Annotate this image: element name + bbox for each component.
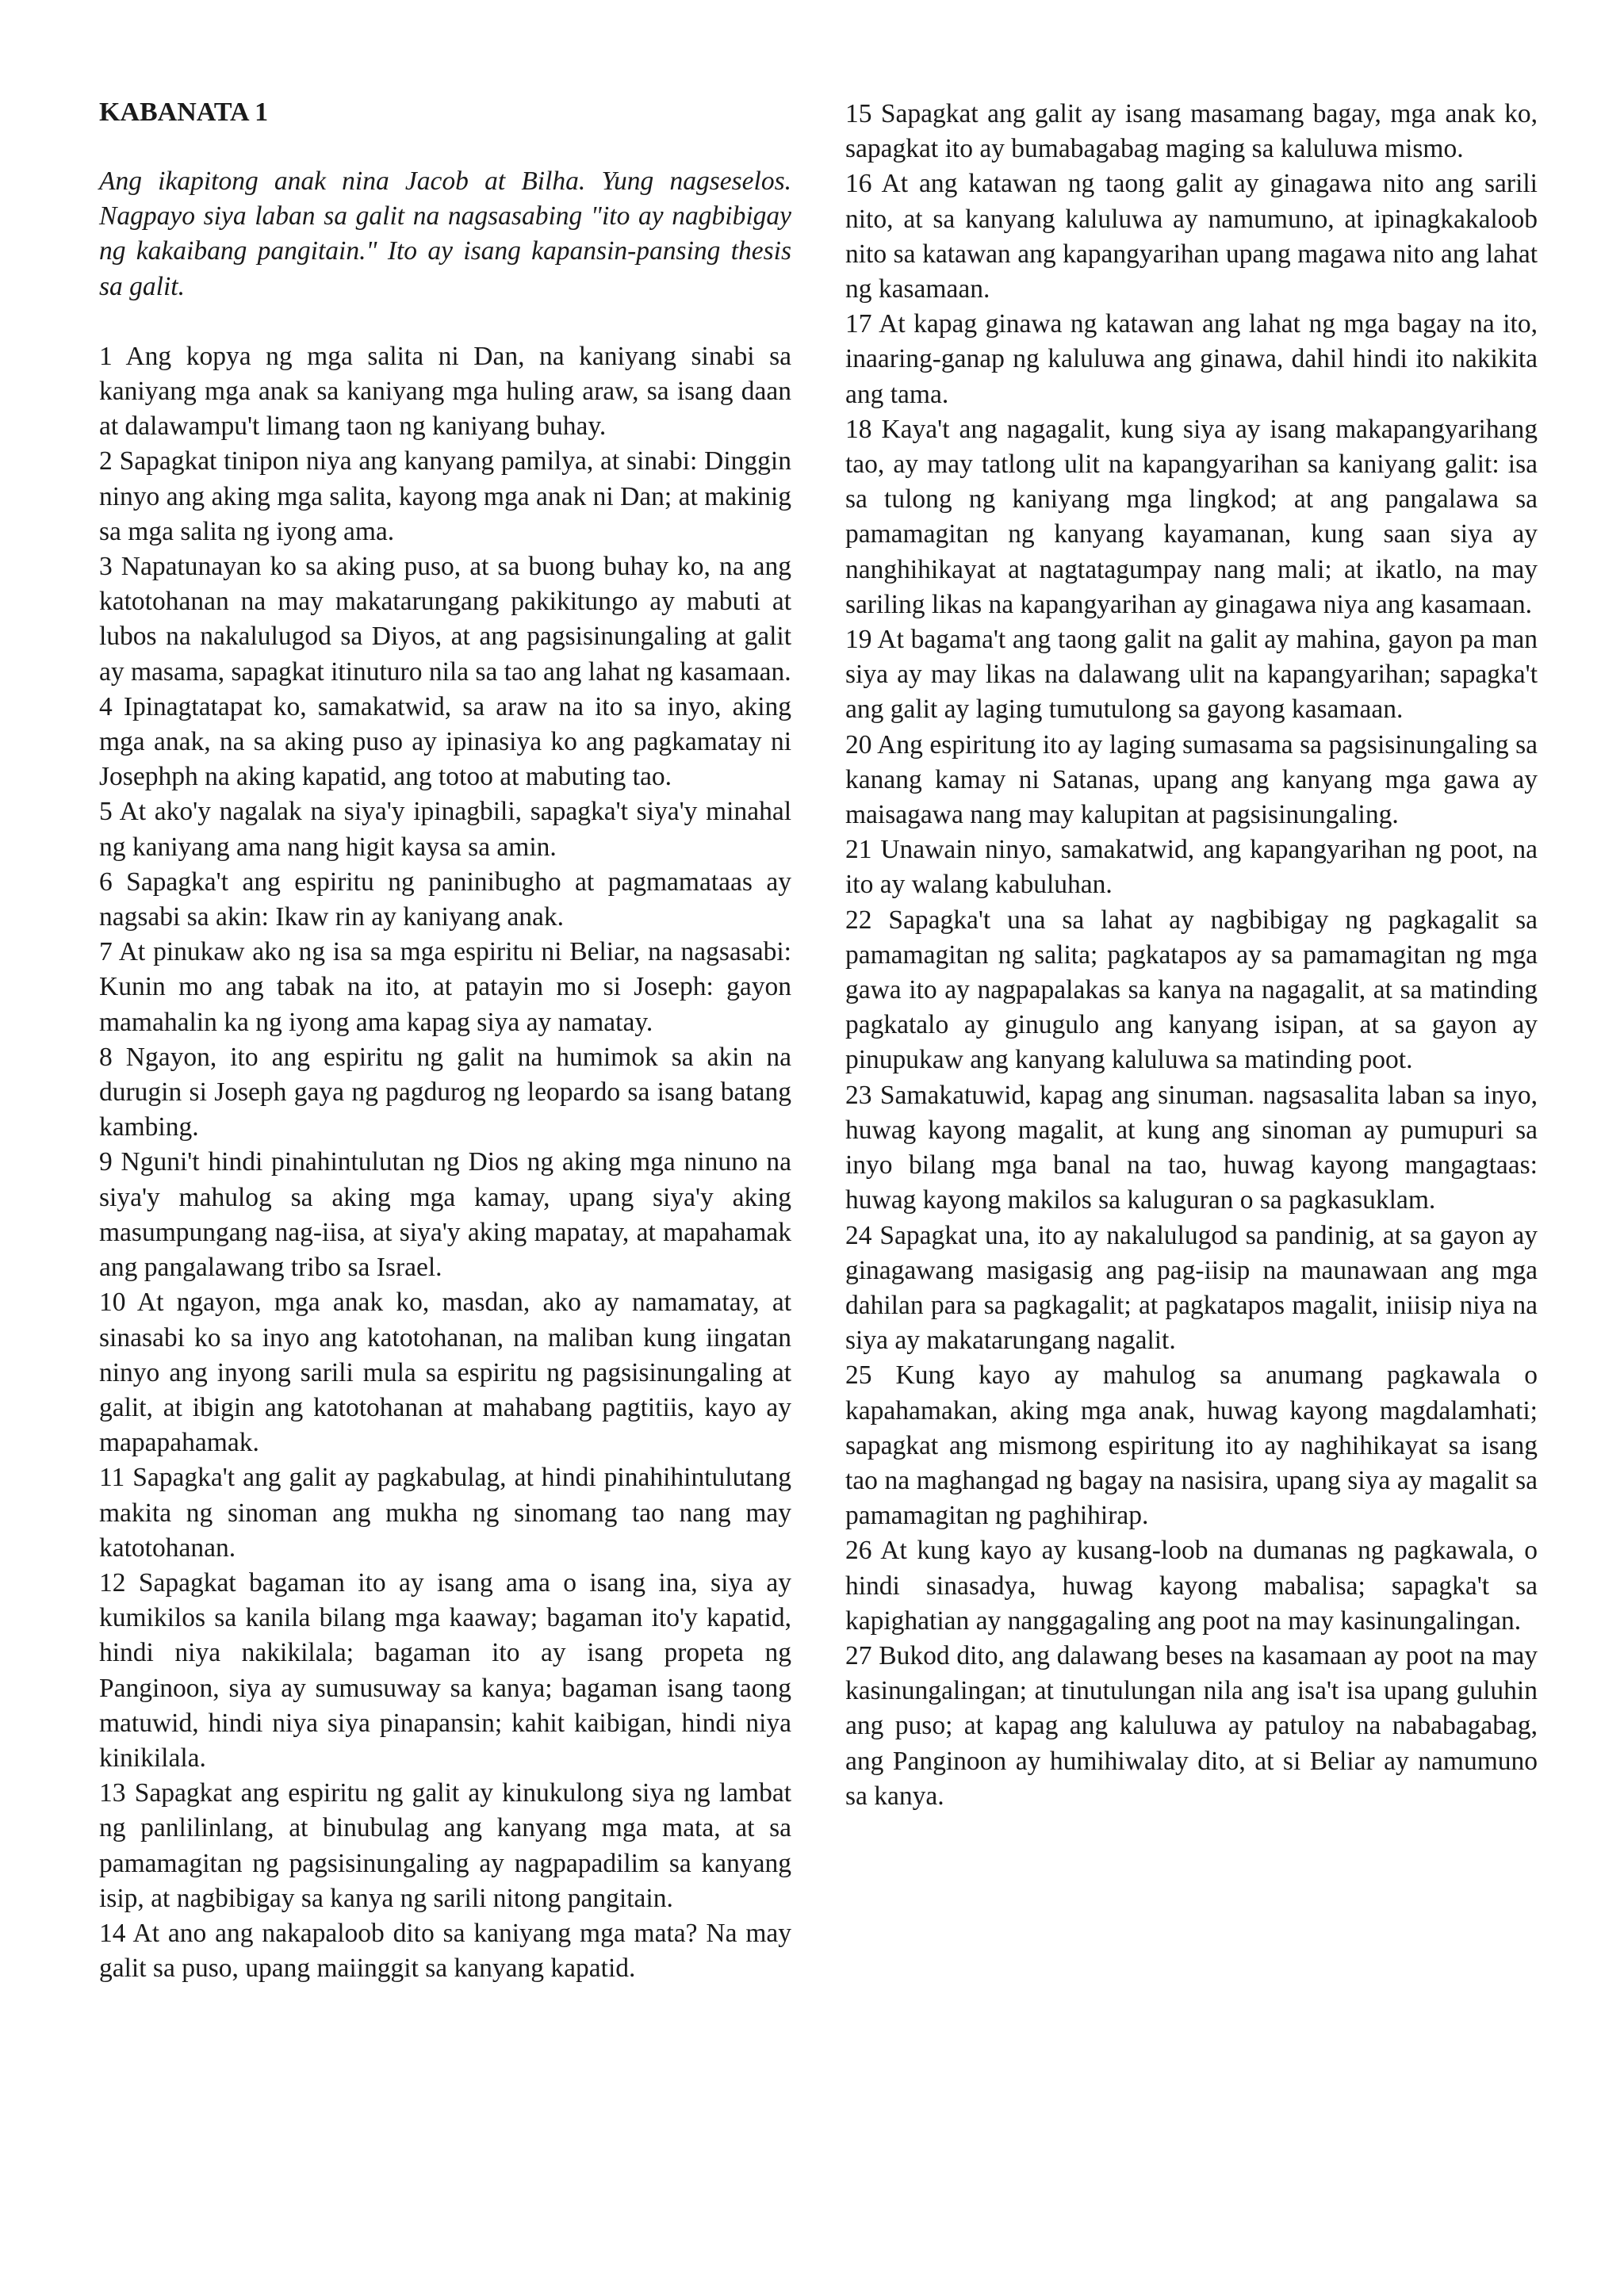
verse: 1 Ang kopya ng mga salita ni Dan, na kaniyang sinabi sa kaniyang mga anak sa kaniyang mga huling araw, sa isang daan at dalawampu't limang taon ng kaniyang buhay. xyxy=(99,341,791,442)
right-verse-list xyxy=(845,97,1538,1814)
verse: 2 Sapagkat tinipon niya ang kanyang pamilya, at sinabi: Dinggin ninyo ang aking mga salita, kayong mga anak ni Dan; at makinig sa mga salita ng iyong ama. xyxy=(99,446,791,546)
verse: 21 Unawain ninyo, samakatwid, ang kapangyarihan ng poot, na ito ay walang kabuluhan. xyxy=(845,835,1538,900)
verse: 8 Ngayon, ito ang espiritu ng galit na humimok sa akin na durugin si Joseph gaya ng pagdurog ng leopardo sa isang batang kambing. xyxy=(99,1042,791,1142)
verse: 26 At kung kayo ay kusang-loob na dumanas ng pagkawala, o hindi sinasadya, huwag kayong mabalisa; sapagka't sa kapighatian ay nanggagaling ang poot na may kasinungalingan. xyxy=(845,1536,1538,1636)
chapter-heading: KABANATA 1 xyxy=(99,98,269,127)
left-verse-list xyxy=(99,339,791,1987)
verse: 3 Napatunayan ko sa aking puso, at sa buong buhay ko, na ang katotohanan na may makatarungang pakikitungo ay mabuti at lubos na nakalulugod sa Diyos, at ang pagsisinungaling at galit ay masama, sapagkat itinuturo nila sa tao ang lahat ng kasamaan. xyxy=(99,552,791,687)
chapter-intro: Ang ikapitong anak nina Jacob at Bilha. Yung nagseselos. Nagpayo siya laban sa galit na nagsasabing "ito ay nagbibigay ng kakaibang pangitain." Ito ay isang kapansin-pansing thesis sa galit. xyxy=(99,166,791,301)
verse: 19 At bagama't ang taong galit na galit ay mahina, gayon pa man siya ay may likas na dalawang ulit na kapangyarihan; sapagka't ang galit ay laging tumutulong sa gayong kasamaan. xyxy=(845,625,1538,725)
verse: 22 Sapagka't una sa lahat ay nagbibigay ng pagkagalit sa pamamagitan ng salita; pagkatapos ay sa pamamagitan ng mga gawa ito ay nagpapalakas sa kanya na nagagalit, at sa matinding pagkatalo ay ginugulo ang kanyang isipan, at sa gayon ay pinupukaw ang kanyang kaluluwa sa matinding poot. xyxy=(845,905,1538,1075)
verse: 27 Bukod dito, ang dalawang beses na kasamaan ay poot na may kasinungalingan; at tinutulungan nila ang isa't isa upang guluhin ang puso; at kapag ang kaluluwa ay patuloy na nababagabag, ang Panginoon ay humihiwalay dito, at si Beliar ay namumuno sa kanya. xyxy=(845,1640,1538,1811)
verse: 20 Ang espiritung ito ay laging sumasama sa pagsisinungaling sa kanang kamay ni Satanas, upang ang kanyang mga gawa ay maisagawa nang may kalupitan at pagsisinungaling. xyxy=(845,729,1538,830)
verse: 14 At ano ang nakapaloob dito sa kaniyang mga mata? Na may galit sa puso, upang maiinggit sa kanyang kapatid. xyxy=(99,1918,791,1984)
verse: 25 Kung kayo ay mahulog sa anumang pagkawala o kapahamakan, aking mga anak, huwag kayong magdalamhati; sapagkat ang mismong espiritung ito ay naghihikayat sa isang tao na maghangad ng bagay na nasisira, upang siya ay magalit sa pamamagitan ng paghihirap. xyxy=(845,1360,1538,1531)
verse: 24 Sapagkat una, ito ay nakalulugod sa pandinig, at sa gayon ay ginagawang masigasig ang pag-iisip na maunawaan ang mga dahilan para sa pagkagalit; at pagkatapos magalit, iniisip niya na siya ay makatarungang nagalit. xyxy=(845,1220,1538,1356)
verse: 9 Nguni't hindi pinahintulutan ng Dios ng aking mga ninuno na siya'y mahulog sa aking mga kamay, upang siya'y aking masumpungang nag-iisa, at siya'y aking mapatay, at mapahamak ang pangalawang tribo sa Israel. xyxy=(99,1147,791,1283)
verse: 18 Kaya't ang nagagalit, kung siya ay isang makapangyarihang tao, ay may tatlong ulit na kapangyarihan sa kaniyang galit: isa sa tulong ng kaniyang mga lingkod; at ang pangalawa sa pamamagitan ng kanyang kayamanan, kung saan siya ay nanghihikayat at nagtatagumpay nang mali; at ikatlo, na may sariling likas na kapangyarihan ay ginagawa niya ang kasamaan. xyxy=(845,414,1538,619)
verse: 11 Sapagka't ang galit ay pagkabulag, at hindi pinahihintulutang makita ng sinoman ang mukha ng sinomang tao nang may katotohanan. xyxy=(99,1463,791,1563)
verse: 5 At ako'y nagalak na siya'y ipinagbili, sapagka't siya'y minahal ng kaniyang ama nang higit kaysa sa amin. xyxy=(99,797,791,862)
verse: 13 Sapagkat ang espiritu ng galit ay kinukulong siya ng lambat ng panlilinlang, at binubulag ang kanyang mga mata, at sa pamamagitan ng pagsisinungaling ay nagpapadilim sa kanyang isip, at nagbibigay sa kanya ng sarili nitong pangitain. xyxy=(99,1778,791,1913)
verse: 10 At ngayon, mga anak ko, masdan, ako ay namamatay, at sinasabi ko sa inyo ang katotohanan, na maliban kung iingatan ninyo ang inyong sarili mula sa espiritu ng pagsisinungaling at galit, at ibigin ang katotohanan at mahabang pagtitiis, kayo ay mapapahamak. xyxy=(99,1288,791,1458)
verse: 12 Sapagkat bagaman ito ay isang ama o isang ina, siya ay kumikilos sa kanila bilang mga kaaway; bagaman ito'y kapatid, hindi niya nakikilala; bagaman ito ay isang propeta ng Panginoon, siya ay sumusuway sa kanya; bagaman isang taong matuwid, hindi niya siya pinapansin; kahit kaibigan, hindi niya kinikilala. xyxy=(99,1567,791,1773)
verse: 15 Sapagkat ang galit ay isang masamang bagay, mga anak ko, sapagkat ito ay bumabagabag maging sa kaluluwa mismo. xyxy=(845,99,1538,164)
verse: 17 At kapag ginawa ng katawan ang lahat ng mga bagay na ito, inaaring-ganap ng kaluluwa ang ginawa, dahil hindi ito nakikita ang tama. xyxy=(845,309,1538,409)
verse: 7 At pinukaw ako ng isa sa mga espiritu ni Beliar, na nagsasabi: Kunin mo ang tabak na ito, at patayin mo si Joseph: gayon mamahalin ka ng iyong ama kapag siya ay namatay. xyxy=(99,937,791,1037)
verse: 23 Samakatuwid, kapag ang sinuman. nagsasalita laban sa inyo, huwag kayong magalit, at kung ang sinoman ay pumupuri sa inyo bilang mga banal na tao, huwag kayong mangagtaas: huwag kayong makilos sa kaluguran o sa pagkasuklam. xyxy=(845,1080,1538,1215)
right-column xyxy=(845,97,1538,1814)
verse: 6 Sapagka't ang espiritu ng paninibugho at pagmamataas ay nagsabi sa akin: Ikaw rin ay kaniyang anak. xyxy=(99,867,791,932)
verse: 4 Ipinagtatapat ko, samakatwid, sa araw na ito sa inyo, aking mga anak, na sa aking puso ay ipinasiya ko ang pagkamatay ni Josephph na aking kapatid, ang totoo at mabuting tao. xyxy=(99,691,791,792)
left-column xyxy=(99,95,791,1986)
verse: 16 At ang katawan ng taong galit ay ginagawa nito ang sarili nito, at sa kanyang kaluluwa ay namumuno, at ipinagkakaloob nito sa katawan ang kapangyarihan upang magawa nito ang lahat ng kasamaan. xyxy=(845,169,1538,304)
